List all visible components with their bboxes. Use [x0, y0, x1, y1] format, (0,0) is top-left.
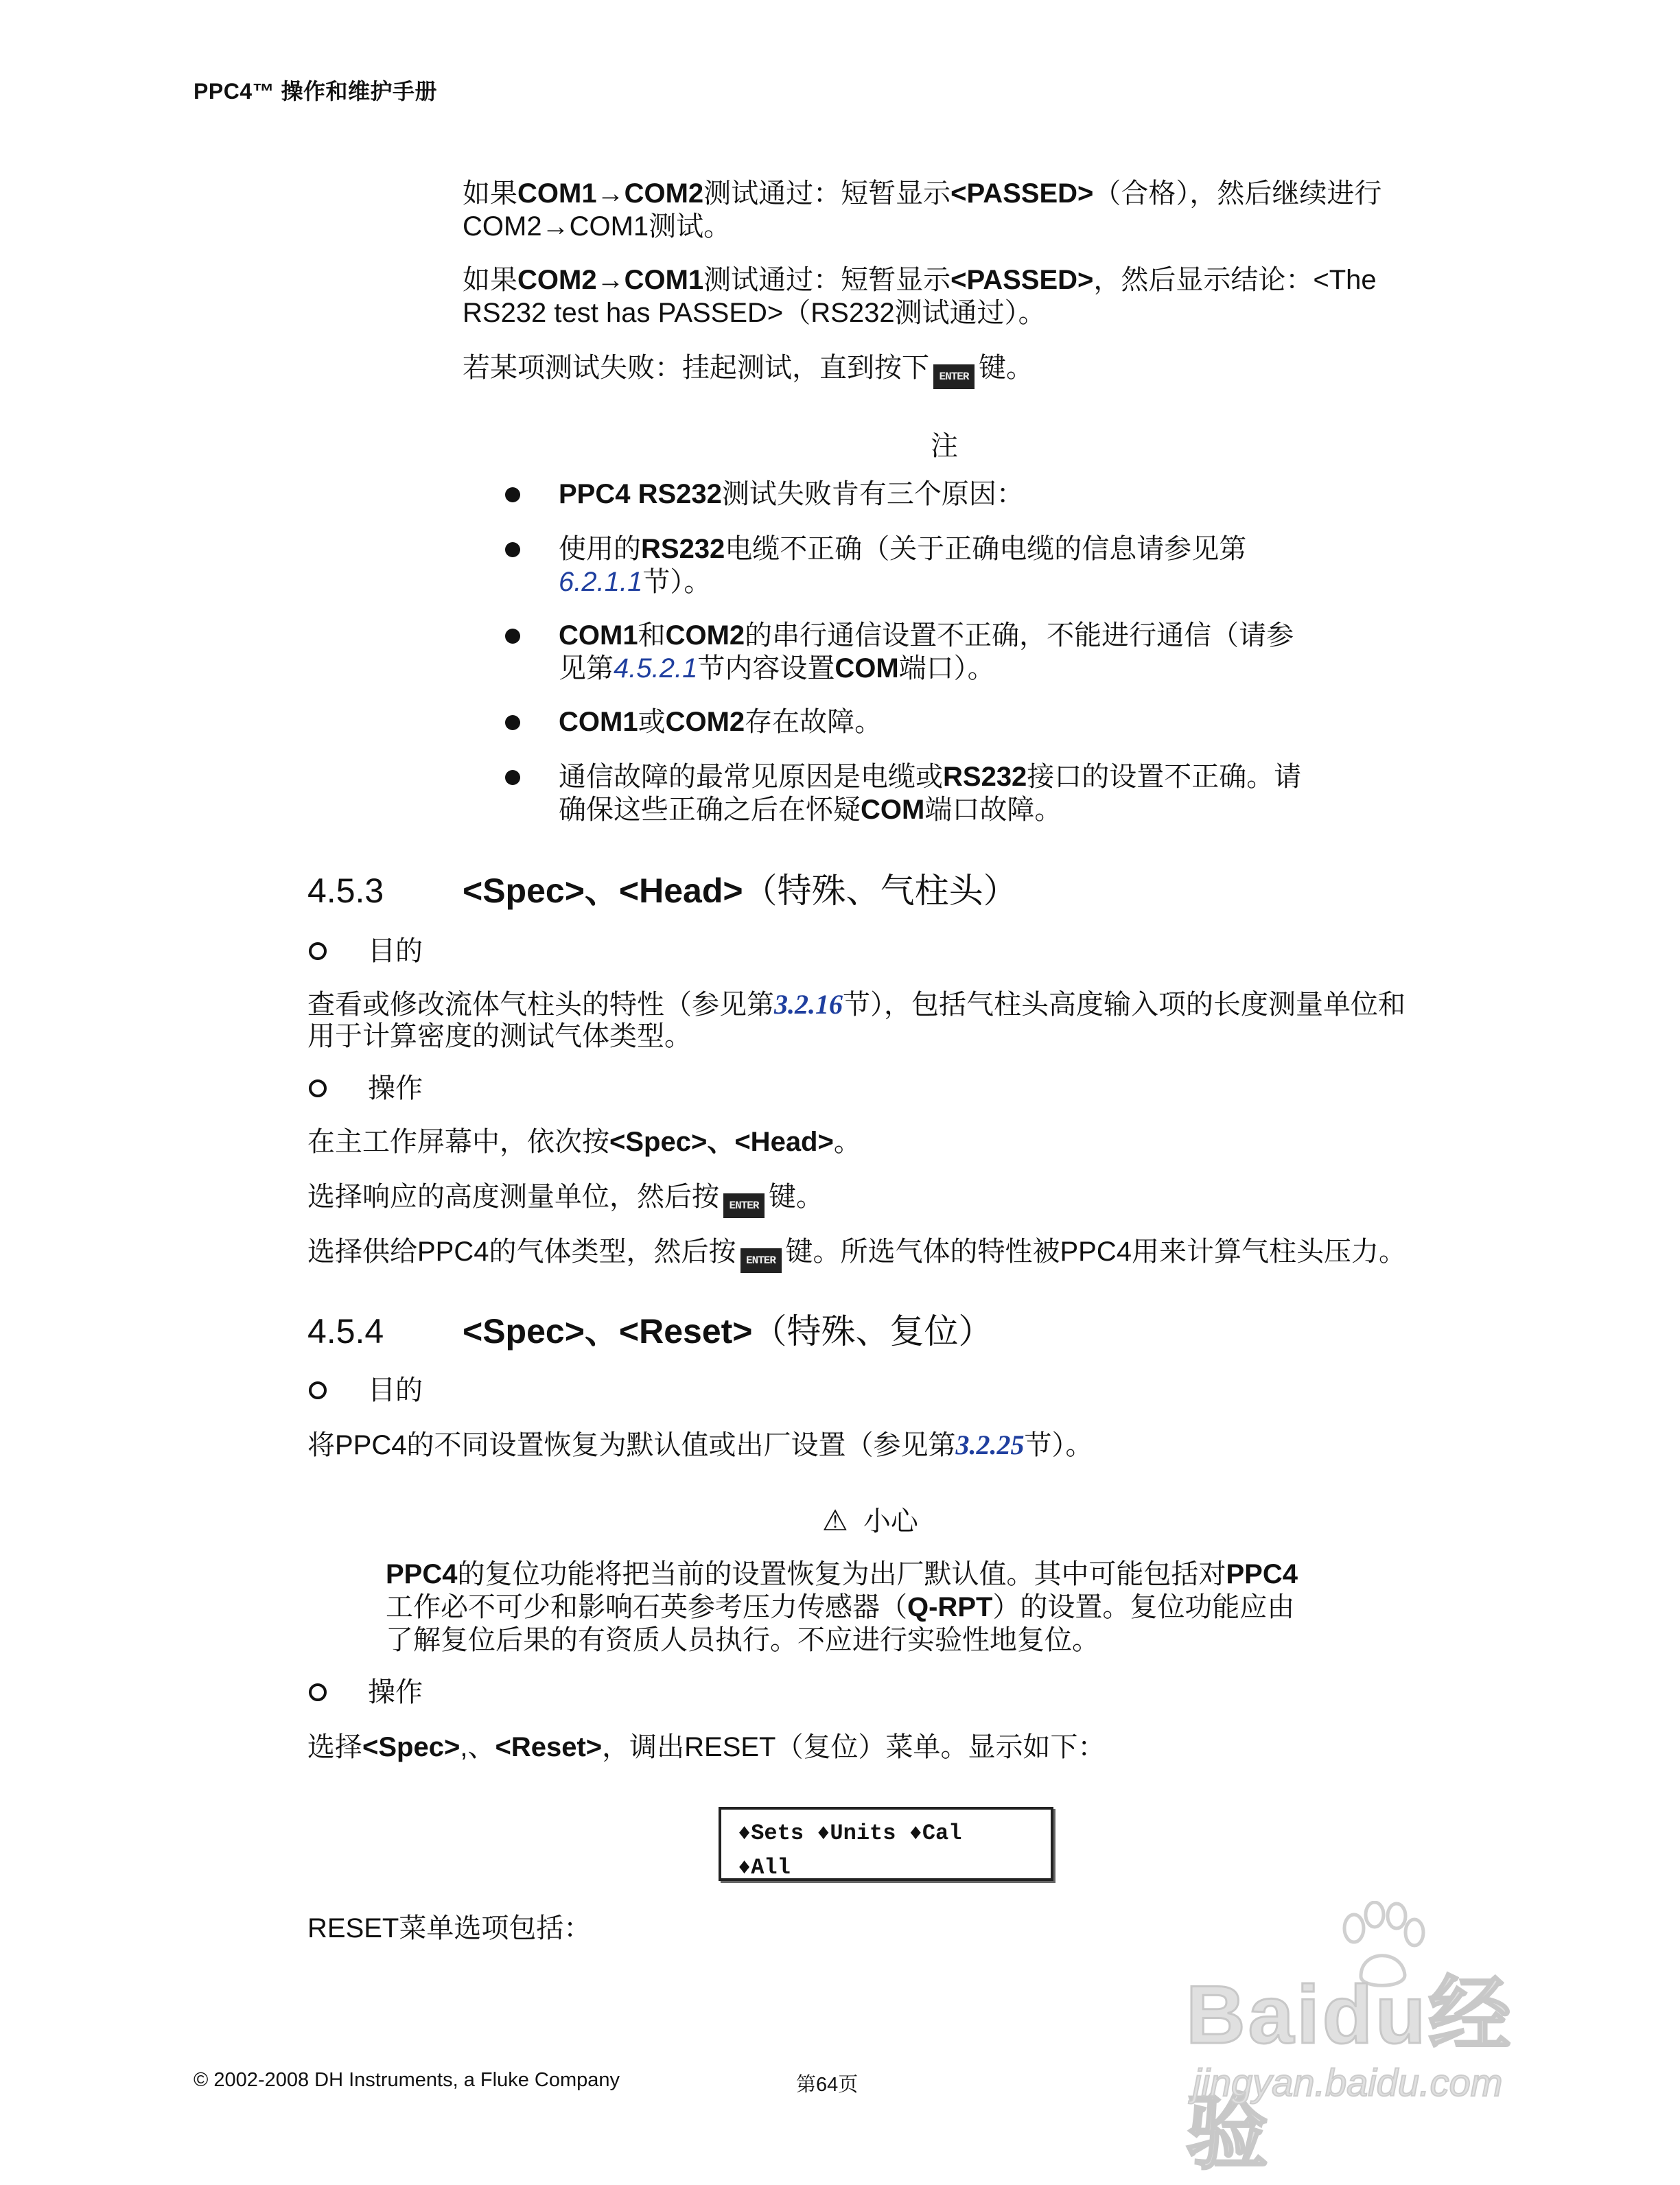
- section-title: （特殊、气柱头）: [743, 872, 1018, 910]
- caution-text-line2: [386, 1591, 1294, 1624]
- text: 选择响应的高度测量单位，然后按: [307, 1182, 719, 1212]
- watermark-url: jingyan.baidu.com: [1193, 2061, 1503, 2104]
- note-bullet-3-line2: [559, 652, 995, 685]
- operation-step-1: [307, 1125, 861, 1158]
- text-bold: RS232: [943, 762, 1027, 792]
- purpose-text-line2: 用于计算密度的测试气体类型。: [307, 1021, 692, 1051]
- purpose-text: [307, 988, 1405, 1021]
- text: 使用的: [559, 534, 641, 564]
- purpose-label: 目的: [368, 936, 423, 966]
- text-bold: PPC4 RS232: [559, 479, 722, 509]
- text: 或: [638, 707, 666, 737]
- text: 节内容设置: [697, 653, 835, 683]
- section-heading-4-5-3: [307, 870, 1018, 911]
- text: 。: [833, 1127, 861, 1157]
- text: 如果: [463, 265, 517, 295]
- text: 查看或修改流体气柱头的特性（参见第: [307, 990, 774, 1020]
- text: 确保这些正确之后在怀疑: [559, 795, 861, 825]
- text-bold: COM: [861, 795, 925, 825]
- text-bold: RS232: [641, 534, 725, 564]
- text: 节）。: [642, 567, 712, 597]
- text-bold: COM1: [559, 707, 638, 737]
- operation-step-2: [307, 1180, 824, 1218]
- watermark-brand: Baidu经验: [1186, 1969, 1514, 2179]
- text-bold: Q-RPT: [907, 1592, 993, 1622]
- operation-step-3: [307, 1235, 1406, 1273]
- section-link-4-5-2-1[interactable]: 4.5.2.1: [614, 653, 698, 683]
- note-bullet-5: [559, 760, 1301, 793]
- text: 键。: [979, 353, 1034, 383]
- purpose-label: 目的: [368, 1375, 423, 1405]
- operation-label: 操作: [368, 1677, 423, 1707]
- note-bullet-1: [559, 478, 1024, 511]
- text: 和: [638, 620, 666, 651]
- note-bullet-5-line2: [559, 793, 1062, 826]
- enter-key-icon: ENTER: [723, 1193, 765, 1218]
- text: 存在故障。: [745, 707, 883, 737]
- note-bullet-2: [559, 533, 1246, 565]
- paragraph-com1-com2: [463, 177, 1381, 210]
- operation-label: 操作: [368, 1073, 423, 1103]
- enter-key-icon: ENTER: [740, 1248, 782, 1273]
- bullet-icon: [505, 629, 520, 644]
- text-bold: COM: [835, 653, 899, 683]
- text: 将PPC4的不同设置恢复为默认值或出厂设置（参见第: [307, 1430, 956, 1460]
- note-bullet-2-line2: [559, 565, 711, 598]
- section-heading-4-5-4: [307, 1311, 993, 1352]
- text-bold: COM1: [559, 620, 638, 651]
- warning-triangle-icon: ⚠: [822, 1504, 848, 1537]
- paragraph-com2-com1-line2: RS232 test has PASSED>（RS232测试通过）。: [463, 298, 1046, 328]
- bullet-icon: [505, 487, 520, 502]
- text: 如果: [463, 178, 517, 209]
- purpose-text: [307, 1429, 1093, 1462]
- caution-text-line3: 了解复位后果的有资质人员执行。不应进行实验性地复位。: [386, 1625, 1099, 1655]
- text: 选择供给PPC4的气体类型，然后按: [307, 1237, 736, 1267]
- text: 小心: [863, 1506, 918, 1536]
- footer-copyright: © 2002-2008 DH Instruments, a Fluke Company: [194, 2069, 620, 2091]
- section-title-bold: <Spec>、<Reset>: [463, 1312, 753, 1351]
- text: 若某项测试失败：挂起测试，直到按下: [463, 353, 929, 383]
- text: 电缆不正确（关于正确电缆的信息请参见第: [725, 534, 1247, 564]
- text-bold: <Reset>: [495, 1732, 603, 1762]
- note-title: 注: [931, 431, 958, 461]
- text: 测试通过：短暂显示: [703, 178, 951, 209]
- text: 的复位功能将把当前的设置恢复为出厂默认值。其中可能包括对: [457, 1559, 1226, 1589]
- paragraph-com2-com1: [463, 264, 1377, 296]
- text-bold: <Spec>: [362, 1732, 460, 1762]
- circle-bullet-icon: [309, 1079, 327, 1097]
- text: 通信故障的最常见原因是电缆或: [559, 762, 943, 792]
- text: 接口的设置不正确。请: [1027, 762, 1302, 792]
- text-bold: <Spec>、<Head>: [609, 1127, 834, 1157]
- menu-intro: RESET菜单选项包括：: [307, 1913, 592, 1943]
- section-link-6-2-1-1[interactable]: 6.2.1.1: [559, 567, 643, 597]
- text: 选择: [307, 1732, 362, 1762]
- bullet-icon: [505, 542, 520, 557]
- text-bold: COM2→COM1: [517, 265, 704, 295]
- section-number: 4.5.4: [307, 1312, 384, 1351]
- text: 键。: [769, 1182, 824, 1212]
- operation-step-1: [307, 1731, 1105, 1764]
- text: 测试通过：短暂显示: [703, 265, 951, 295]
- text: 在主工作屏幕中，依次按: [307, 1127, 609, 1157]
- note-bullet-4: [559, 705, 882, 738]
- text: 节）。: [1024, 1430, 1093, 1460]
- section-title-bold: <Spec>、<Head>: [463, 872, 743, 910]
- text: 工作必不可少和影响石英参考压力传感器（: [386, 1592, 907, 1622]
- lcd-line-1: ♦Sets ♦Units ♦Cal: [738, 1821, 962, 1846]
- text: ，然后显示结论：<The: [1093, 265, 1377, 295]
- footer-page-number: 第64页: [796, 2074, 859, 2096]
- paragraph-com1-com2-line2: COM2→COM1测试。: [463, 211, 732, 242]
- watermark: [1186, 1901, 1570, 2179]
- reset-menu-display: [719, 1807, 1053, 1881]
- text-bold: PPC4: [386, 1559, 458, 1589]
- enter-key-icon: ENTER: [933, 364, 975, 389]
- text: （合格），然后继续进行: [1093, 178, 1382, 209]
- running-header: PPC4™ 操作和维护手册: [194, 79, 437, 104]
- paragraph-test-fail: [463, 351, 1034, 389]
- lcd-line-2: ♦All: [738, 1855, 791, 1880]
- section-link-3-2-16[interactable]: 3.2.16: [774, 989, 843, 1020]
- text-bold: COM1→COM2: [517, 178, 704, 209]
- text-bold: <PASSED>: [950, 265, 1094, 295]
- text: 端口）。: [898, 653, 995, 683]
- text: 键。所选气体的特性被PPC4用来计算气柱头压力。: [785, 1237, 1406, 1267]
- caution-text-line1: [386, 1558, 1298, 1591]
- text: ）的设置。复位功能应由: [992, 1592, 1295, 1622]
- section-link-3-2-25[interactable]: 3.2.25: [955, 1429, 1025, 1460]
- text: 见第: [559, 653, 614, 683]
- text: ,、: [460, 1732, 495, 1762]
- text: ，调出RESET（复位）菜单。显示如下：: [602, 1732, 1106, 1762]
- circle-bullet-icon: [309, 1683, 327, 1701]
- circle-bullet-icon: [309, 942, 327, 960]
- text-bold: <PASSED>: [950, 178, 1094, 209]
- text-bold: COM2: [665, 620, 745, 651]
- circle-bullet-icon: [309, 1381, 327, 1399]
- caution-title: [822, 1504, 918, 1538]
- text: 的串行通信设置不正确，不能进行通信（请参: [745, 620, 1294, 651]
- section-title: （特殊、复位）: [752, 1312, 993, 1351]
- text: 节），包括气柱头高度输入项的长度测量单位和: [843, 990, 1405, 1020]
- text: 测试失败肯有三个原因：: [721, 479, 1024, 509]
- section-number: 4.5.3: [307, 872, 384, 910]
- bullet-icon: [505, 770, 520, 785]
- bullet-icon: [505, 715, 520, 730]
- text-bold: PPC4: [1226, 1559, 1298, 1589]
- note-bullet-3: [559, 619, 1294, 652]
- text: 端口故障。: [924, 795, 1062, 825]
- text-bold: COM2: [665, 707, 745, 737]
